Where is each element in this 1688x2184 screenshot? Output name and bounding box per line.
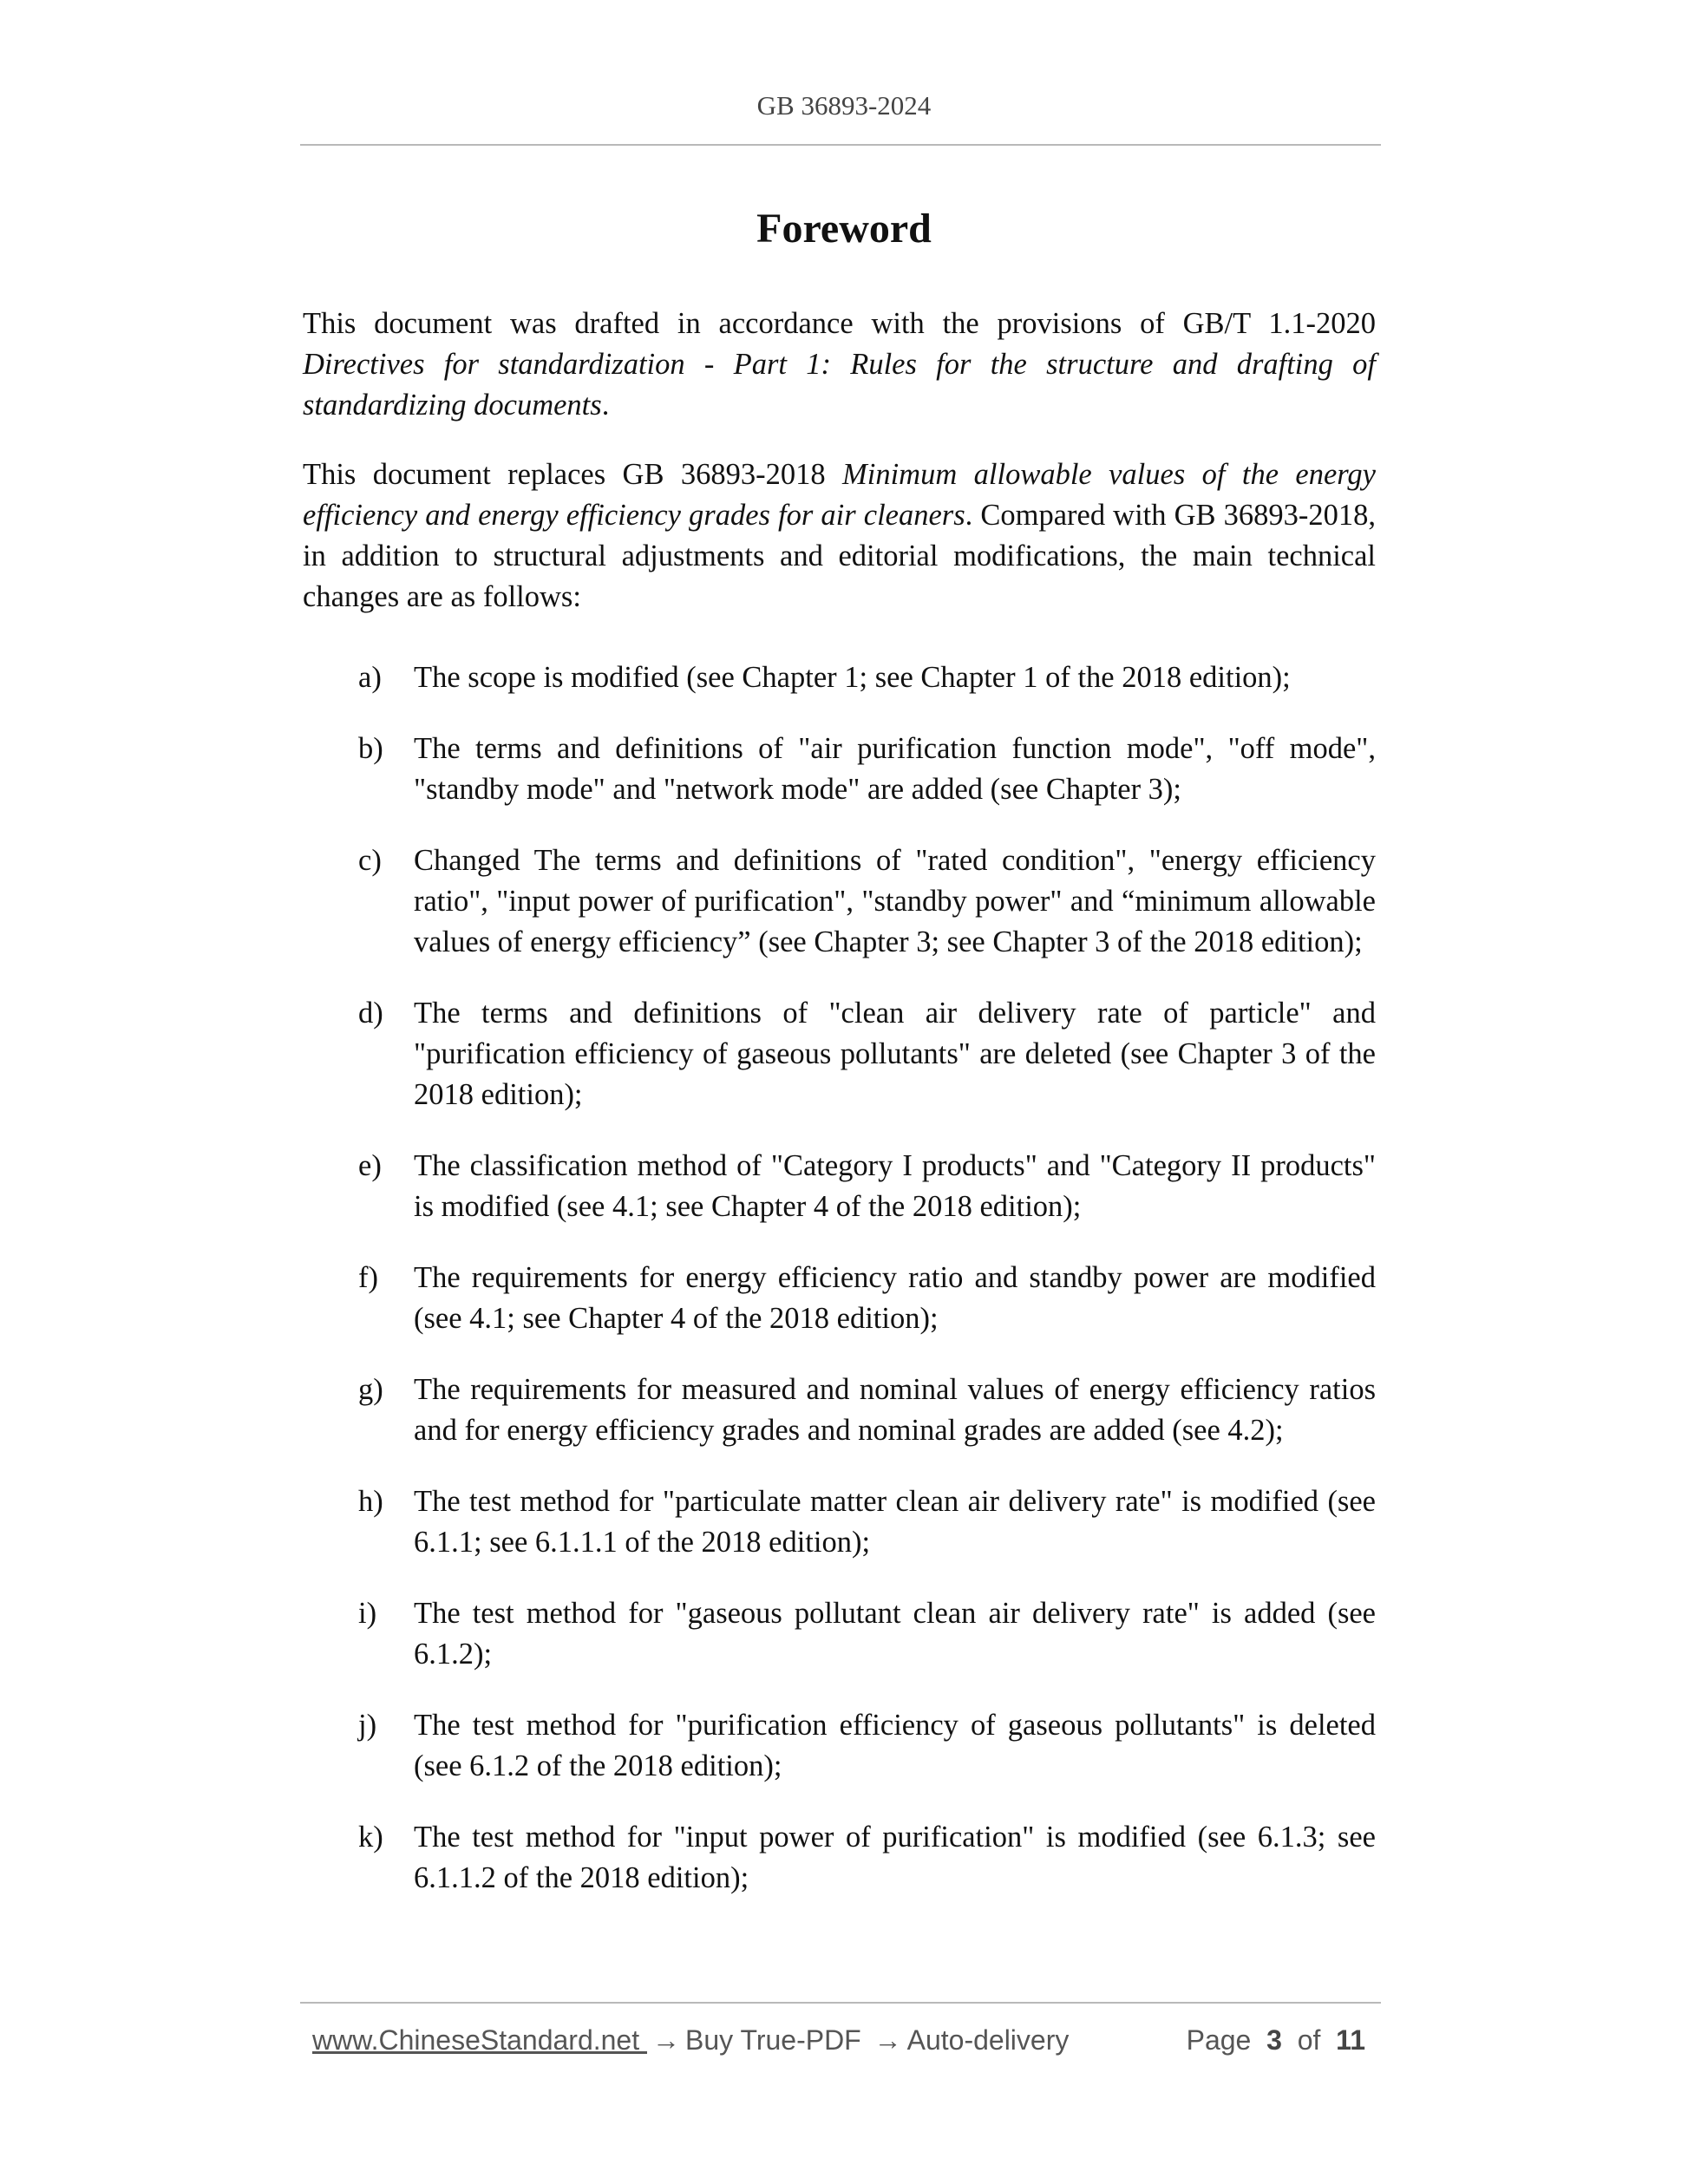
list-item-marker: d) [358, 997, 383, 1030]
changes-list [303, 657, 1376, 1899]
list-item-text: The requirements for measured and nominal values of energy efficiency ratios and for energy efficiency grades and nominal grades are added (see 4.2); [414, 1373, 1376, 1447]
footer-promo [312, 2024, 1069, 2056]
page-label: Page [1186, 2024, 1252, 2056]
list-item [303, 1593, 1376, 1675]
intro-1-standard-title: Directives for standardization - Part 1: Rules for the structure and drafting of standardizing documents [303, 348, 1376, 422]
arrow-right-icon: → [873, 2024, 902, 2056]
of-label: of [1297, 2024, 1321, 2056]
list-item-text: The scope is modified (see Chapter 1; see Chapter 1 of the 2018 edition); [414, 661, 1291, 694]
list-item [303, 1817, 1376, 1899]
intro-paragraph-2 [303, 454, 1376, 618]
list-item [303, 1146, 1376, 1227]
website-link[interactable]: www.ChineseStandard.net [312, 2024, 647, 2056]
list-item-text: The test method for "purification efficiency of gaseous pollutants" is deleted (see 6.1.2 of the 2018 edition); [414, 1709, 1376, 1782]
list-item-text: The requirements for energy efficiency ratio and standby power are modified (see 4.1; see Chapter 4 of the 2018 edition); [414, 1261, 1376, 1335]
footer-divider [300, 2002, 1381, 2004]
total-pages-number: 11 [1336, 2024, 1365, 2056]
list-item [303, 1481, 1376, 1563]
list-item-text: The test method for "gaseous pollutant clean air delivery rate" is added (see 6.1.2); [414, 1597, 1376, 1671]
intro-1-text: This document was drafted in accordance with the provisions of GB/T 1.1-2020 [303, 307, 1376, 340]
buy-pdf-text: Buy True-PDF [685, 2024, 861, 2056]
list-item [303, 1370, 1376, 1451]
list-item [303, 657, 1376, 698]
list-item-marker: c) [358, 844, 382, 877]
page-indicator [1187, 2024, 1365, 2056]
current-page-number: 3 [1266, 2024, 1282, 2056]
list-item [303, 1705, 1376, 1787]
intro-paragraph-1 [303, 304, 1376, 426]
list-item-text: The terms and definitions of "clean air delivery rate of particle" and "purification efficiency of gaseous pollutants" are deleted (see Chapter 3 of the 2018 edition); [414, 997, 1376, 1111]
header-divider [300, 144, 1381, 146]
list-item-marker: h) [358, 1485, 383, 1518]
list-item [303, 840, 1376, 963]
list-item-text: The classification method of "Category I products" and "Category II products" is modified (see 4.1; see Chapter 4 of the 2018 edition); [414, 1149, 1376, 1223]
list-item-text: The terms and definitions of "air purification function mode", "off mode", "standby mode" and "network mode" are added (see Chapter 3); [414, 732, 1376, 806]
list-item-marker: f) [358, 1261, 378, 1294]
arrow-right-icon: → [652, 2024, 680, 2056]
intro-1-end: . [601, 389, 610, 422]
list-item-text: Changed The terms and definitions of "rated condition", "energy efficiency ratio", "input power of purification", "standby power" and “minimum allowable values of energy efficiency” (see Chapter 3; see Chapter 3 of the 2018 edition); [414, 844, 1376, 958]
intro-2-standard-title: Minimum allowable values of the energy efficiency and energy efficiency grades for air cleaners [303, 458, 1376, 532]
list-item [303, 1258, 1376, 1339]
list-item-marker: e) [358, 1149, 382, 1182]
list-item [303, 729, 1376, 810]
foreword-body [303, 304, 1376, 1929]
auto-delivery-text: Auto-delivery [906, 2024, 1070, 2056]
list-item-marker: i) [358, 1597, 377, 1630]
document-code-header: GB 36893-2024 [756, 90, 932, 121]
page-footer [312, 2017, 1371, 2061]
list-item-marker: j) [358, 1709, 377, 1742]
intro-2-rest: . Compared with GB 36893-2018, in addition to structural adjustments and editorial modifications, the main technical changes are as follows: [303, 499, 1376, 613]
list-item-marker: a) [358, 661, 382, 694]
list-item-marker: b) [358, 732, 383, 765]
intro-2-text: This document replaces GB 36893-2018 [303, 458, 843, 491]
list-item-marker: g) [358, 1373, 383, 1406]
list-item-text: The test method for "particulate matter clean air delivery rate" is modified (see 6.1.1; see 6.1.1.1 of the 2018 edition); [414, 1485, 1376, 1559]
list-item-marker: k) [358, 1821, 383, 1854]
list-item-text: The test method for "input power of purification" is modified (see 6.1.3; see 6.1.1.2 of the 2018 edition); [414, 1821, 1376, 1894]
list-item [303, 993, 1376, 1115]
page-title: Foreword [756, 206, 932, 252]
